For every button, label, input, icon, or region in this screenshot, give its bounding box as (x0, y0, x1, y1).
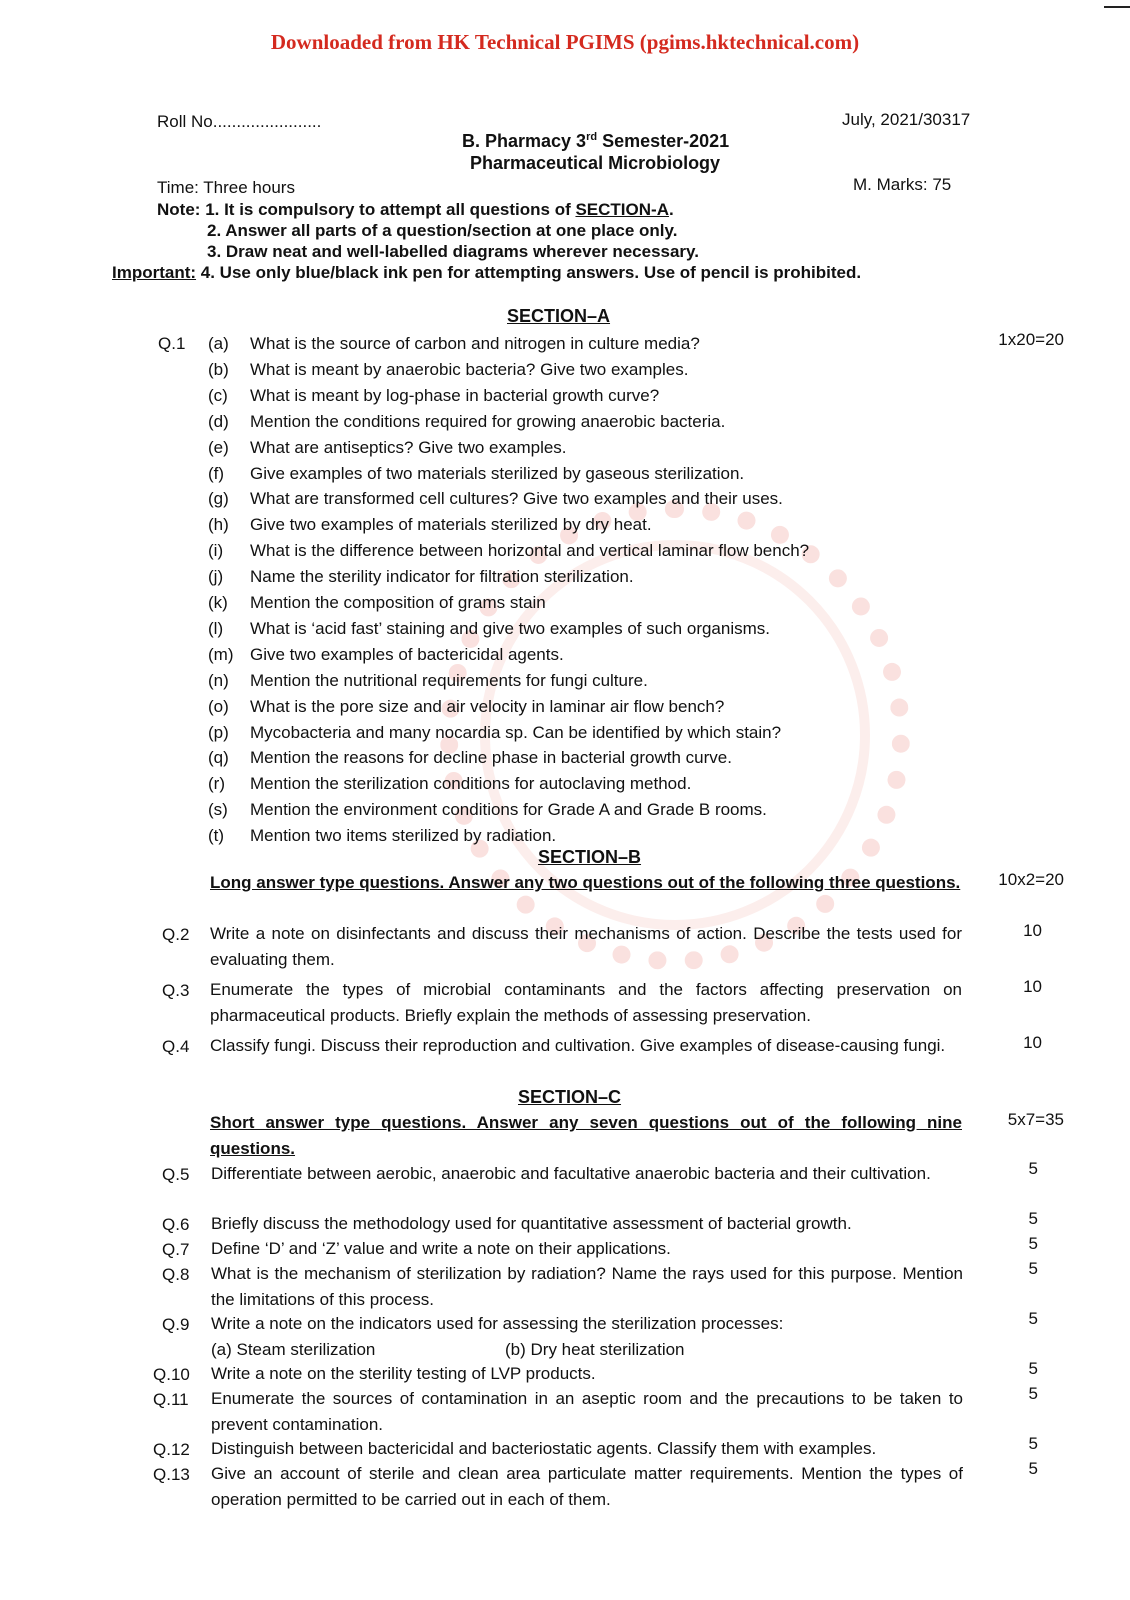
section-b-marks: 10x2=20 (998, 870, 1064, 889)
course-title: B. Pharmacy 3rd Semester-2021 (462, 131, 730, 151)
q1-part-text: Mention the composition of grams stain (250, 593, 546, 612)
q1-part-text: Mention the nutritional requirements for fungi culture. (250, 670, 648, 690)
question-number: Q.9 (162, 1315, 190, 1334)
question-number: Q.11 (153, 1390, 189, 1409)
question-text: Classify fungi. Discuss their reproduction and cultivation. Give examples of disease-causing fungi. (210, 1036, 946, 1055)
date-code: July, 2021/30317 (842, 110, 971, 129)
q1-part-text: Mention the environment conditions for Grade A and Grade B rooms. (250, 800, 767, 820)
q1-part-text: Mention two items sterilized by radiation. (250, 826, 557, 846)
question-number: Q.8 (162, 1265, 190, 1284)
q1-part-text: Mention the reasons for decline phase in bacterial growth curve. (250, 748, 732, 768)
q1-part-label: (e) (208, 437, 229, 457)
question-marks: 5 (1028, 1309, 1038, 1328)
section-c-instruction: Short answer type questions. Answer any seven questions out of the following nine questions. (210, 1113, 962, 1158)
download-banner: Downloaded from HK Technical PGIMS (pgims.hktechnical.com) (270, 30, 860, 54)
q1-part-label: (g) (208, 489, 229, 509)
q1-part-text: What are transformed cell cultures? Give two examples and their uses. (250, 489, 783, 509)
question-text: Write a note on the indicators used for assessing the sterilization processes: (211, 1314, 784, 1333)
q1-part-label: (q) (208, 748, 229, 768)
question-text: Write a note on disinfectants and discuss their mechanisms of action. Describe the tests used for evaluating them. (210, 924, 962, 969)
question-text: Enumerate the types of microbial contaminants and the factors affecting preservation on pharmaceutical products. Briefly explain the methods of assessing preservation. (210, 980, 962, 1025)
max-marks: M. Marks: 75 (853, 175, 952, 194)
section-a-title: SECTION–A (507, 306, 611, 326)
question-text: Define ‘D’ and ‘Z’ value and write a note on their applications. (211, 1239, 671, 1258)
q1-part-label: (i) (208, 541, 224, 561)
q1-part-text: Name the sterility indicator for filtration sterilization. (250, 567, 634, 587)
note-1: Note: 1. It is compulsory to attempt all questions of SECTION-A. (157, 200, 674, 219)
question-marks: 5 (1028, 1259, 1038, 1278)
question-marks: 10 (1023, 921, 1042, 940)
q1-part-label: (l) (208, 618, 224, 638)
q1-part-label: (f) (208, 463, 225, 483)
section-c-title: SECTION–C (518, 1087, 622, 1107)
q1-part-text: Give two examples of bactericidal agents. (250, 644, 564, 664)
q1-part-text: What is the source of carbon and nitrogen in culture media? (250, 334, 700, 353)
q1-part-label: (o) (208, 696, 229, 716)
q1-part-label: (p) (208, 722, 229, 742)
question-number: Q.3 (162, 981, 190, 1000)
q1-part-text: Give examples of two materials sterilized by gaseous sterilization. (250, 463, 745, 483)
question-text: Give an account of sterile and clean area particulate matter requirements. Mention the types of operation permitted to be carried out in each of them. (211, 1464, 963, 1509)
question-marks: 5 (1028, 1459, 1038, 1478)
question-marks: 5 (1028, 1434, 1038, 1453)
question-number: Q.12 (153, 1440, 190, 1459)
roll-no: Roll No....................... (157, 112, 322, 131)
q1-part-text: What is ‘acid fast’ staining and give two examples of such organisms. (250, 618, 771, 638)
question-number: Q.4 (162, 1037, 190, 1056)
q1-part-label: (r) (208, 774, 225, 794)
q1-part-label: (b) (208, 359, 229, 379)
time-allowed: Time: Three hours (157, 178, 295, 197)
question-text: What is the mechanism of sterilization by radiation? Name the rays used for this purpose. Mention the limitations of this process. (211, 1264, 963, 1309)
q1-part-label: (t) (208, 826, 225, 846)
question-number: Q.7 (162, 1240, 190, 1259)
question-marks: 10 (1023, 977, 1042, 996)
q1-part-label: (n) (208, 670, 229, 690)
q1-part-text: What are antiseptics? Give two examples. (250, 437, 567, 457)
q1-part-text: What is the difference between horizontal and vertical laminar flow bench? (250, 541, 810, 561)
question-number: Q.6 (162, 1215, 190, 1234)
question-marks: 5 (1028, 1209, 1038, 1228)
question-subpart: (a) Steam sterilization (211, 1340, 376, 1359)
question-text: Distinguish between bactericidal and bacteriostatic agents. Classify them with examples. (211, 1439, 877, 1458)
q1-part-text: Give two examples of materials sterilized by dry heat. (250, 515, 652, 535)
q1-part-label: (c) (208, 385, 228, 405)
question-marks: 5 (1028, 1359, 1038, 1378)
question-subpart: (b) Dry heat sterilization (505, 1340, 685, 1359)
section-a-marks: 1x20=20 (998, 330, 1064, 349)
section-c-marks: 5x7=35 (1007, 1110, 1064, 1129)
q1-part-label: (s) (208, 800, 228, 820)
q1-part-label: (j) (208, 567, 224, 587)
q1-part-text: What is meant by anaerobic bacteria? Give two examples. (250, 359, 689, 379)
q1-number: Q.1 (158, 334, 186, 353)
question-marks: 5 (1028, 1159, 1038, 1178)
question-text: Enumerate the sources of contamination in an aseptic room and the precautions to be taken to prevent contamination. (211, 1389, 963, 1434)
question-text: Differentiate between aerobic, anaerobic and facultative anaerobic bacteria and their cultivation. (211, 1164, 931, 1183)
q1-part-label: (k) (208, 593, 228, 612)
subject-title: Pharmaceutical Microbiology (470, 153, 721, 173)
q1-part-text: Mention the conditions required for growing anaerobic bacteria. (250, 411, 726, 431)
q1-part-text: What is the pore size and air velocity in laminar air flow bench? (250, 696, 725, 716)
question-marks: 10 (1023, 1033, 1042, 1052)
note-3: 3. Draw neat and well-labelled diagrams wherever necessary. (207, 242, 699, 261)
note-4: Important: 4. Use only blue/black ink pen for attempting answers. Use of pencil is prohibited. (112, 263, 862, 282)
q1-part-text: What is meant by log-phase in bacterial growth curve? (250, 385, 660, 405)
q1-part-text: Mycobacteria and many nocardia sp. Can be identified by which stain? (250, 722, 782, 742)
section-b-instruction: Long answer type questions. Answer any two questions out of the following three questions. (210, 873, 961, 892)
question-number: Q.2 (162, 925, 190, 944)
question-number: Q.5 (162, 1165, 190, 1184)
question-number: Q.13 (153, 1465, 190, 1484)
note-2: 2. Answer all parts of a question/section at one place only. (207, 221, 678, 240)
q1-part-label: (d) (208, 411, 229, 431)
corner-rule (1104, 6, 1130, 8)
q1-part-label: (m) (208, 644, 234, 664)
section-b-title: SECTION–B (538, 847, 642, 867)
q1-part-label: (a) (208, 334, 229, 353)
question-marks: 5 (1028, 1234, 1038, 1253)
q1-part-text: Mention the sterilization conditions for autoclaving method. (250, 774, 692, 794)
question-text: Write a note on the sterility testing of LVP products. (211, 1364, 596, 1383)
question-number: Q.10 (153, 1365, 190, 1384)
question-marks: 5 (1028, 1384, 1038, 1403)
question-text: Briefly discuss the methodology used for quantitative assessment of bacterial growth. (211, 1214, 852, 1233)
q1-part-label: (h) (208, 515, 229, 535)
